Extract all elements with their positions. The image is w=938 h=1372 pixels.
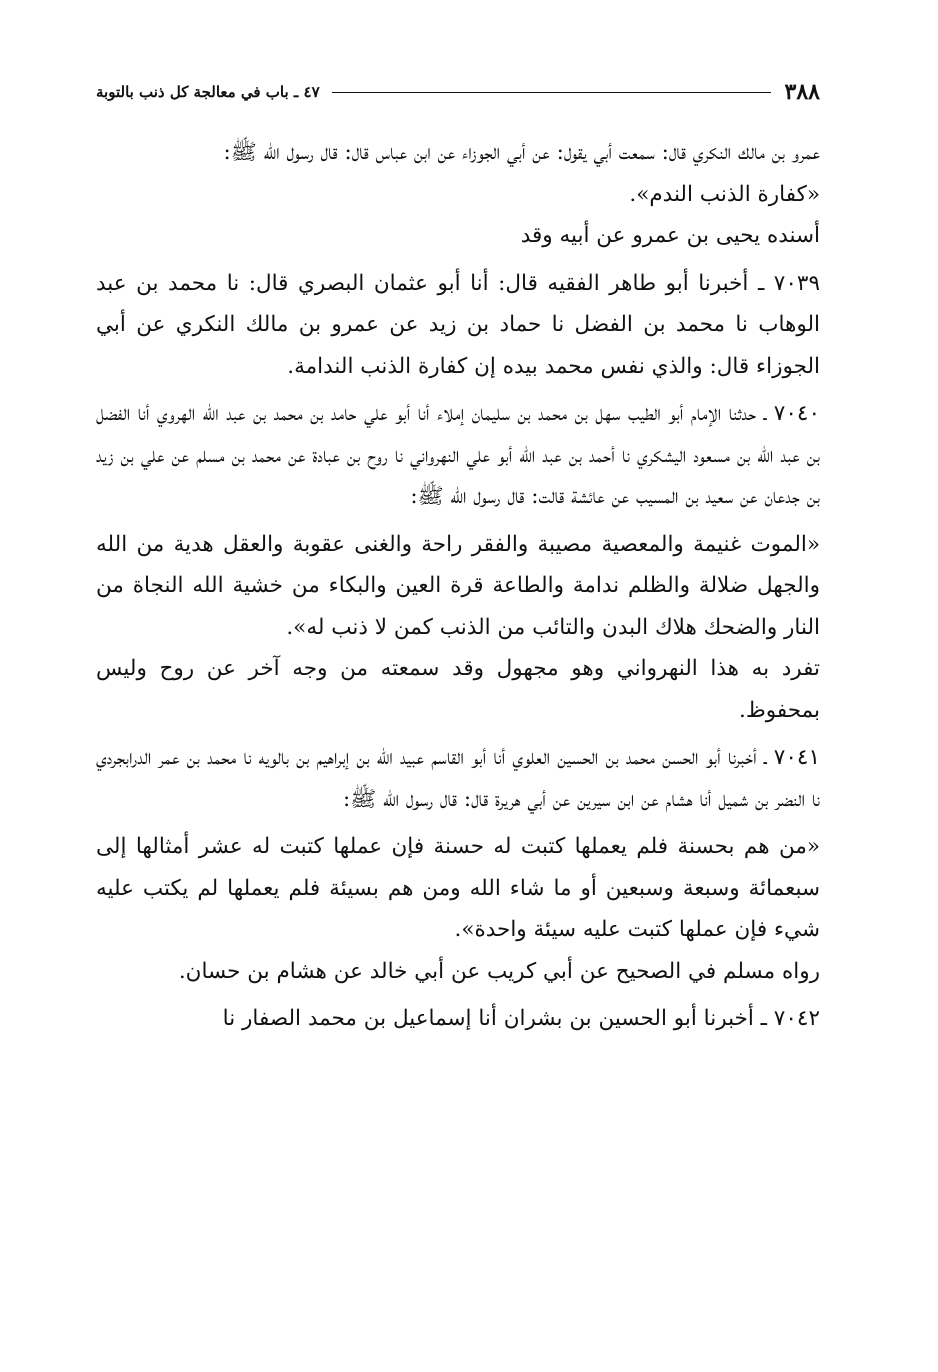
- running-header: [96, 74, 820, 110]
- hadith-quote-1: «كفارة الذنب الندم».: [629, 181, 820, 207]
- header-rule: [332, 92, 771, 93]
- hadith-7040: ٧٠٤٠ ـ حدثنا الإمام أبو الطيب سهل بن محمد بن سليمان إملاء أنا أبو علي حامد بن محمد بن عبد الله الهروي أنا الفضل بن عبد الله بن مسعود اليشكري نا أحمد بن عبد الله أبو علي النهرواني نا روح بن عبادة عن محمد بن مسلم عن علي بن زيد بن جدعان عن سعيد بن المسيب عن عائشة قالت: قال رسول الله ﷺ:: [96, 401, 820, 509]
- chapter-title: ٤٧ ـ باب في معالجة كل ذنب بالتوبة: [96, 83, 320, 101]
- isnad-note-1: أسنده يحيى بن عمرو عن أبيه وقد: [520, 223, 820, 248]
- commentary-2: رواه مسلم في الصحيح عن أبي كريب عن أبي خالد عن هشام بن حسان.: [178, 958, 820, 984]
- paragraph-continuation: عمرو بن مالك النكري قال: سمعت أبي يقول: عن أبي الجوزاء عن ابن عباس قال: قال رسول الله ﷺ:: [223, 140, 820, 165]
- hadith-quote-3: «من هم بحسنة فلم يعملها كتبت له حسنة فإن عملها كتبت له عشر أمثالها إلى سبعمائة وسبعة وسبعين أو ما شاء الله ومن هم بسيئة فلم يعملها لم يكتب عليه شيء فإن عملها كتبت عليه سيئة واحدة».: [96, 834, 820, 942]
- commentary-1: تفرد به هذا النهرواني وهو مجهول وقد سمعته من وجه آخر عن روح وليس بمحفوظ.: [96, 656, 820, 723]
- hadith-quote-2: «الموت غنيمة والمعصية مصيبة والفقر راحة والغنى عقوبة والعقل هدية من الله والجهل ضلالة والظلم ندامة والطاعة قرة العين والبكاء من خشية الله النجاة من النار والضحك هلاك البدن والتائب من الذنب كمن لا ذنب له».: [96, 531, 820, 640]
- hadith-7042: ٧٠٤٢ ـ أخبرنا أبو الحسين بن بشران أنا إسماعيل بن محمد الصفار نا: [222, 1006, 820, 1031]
- hadith-7041: ٧٠٤١ ـ أخبرنا أبو الحسن محمد بن الحسين العلوي أنا أبو القاسم عبيد الله بن إبراهيم بن بالويه نا محمد بن عمر الدرابجردي نا النضر بن شميل أنا هشام عن ابن سيرين عن أبي هريرة قال: قال رسول الله ﷺ:: [96, 745, 820, 812]
- hadith-7039: ٧٠٣٩ ـ أخبرنا أبو طاهر الفقيه قال: أنا أبو عثمان البصري قال: نا محمد بن عبد الوهاب نا محمد بن الفضل نا حماد بن زيد عن عمرو بن مالك النكري عن أبي الجوزاء قال: والذي نفس محمد بيده إن كفارة الذنب الندامة.: [96, 270, 820, 379]
- page-body: [96, 132, 820, 1040]
- page-number: ٣٨٨: [784, 79, 820, 105]
